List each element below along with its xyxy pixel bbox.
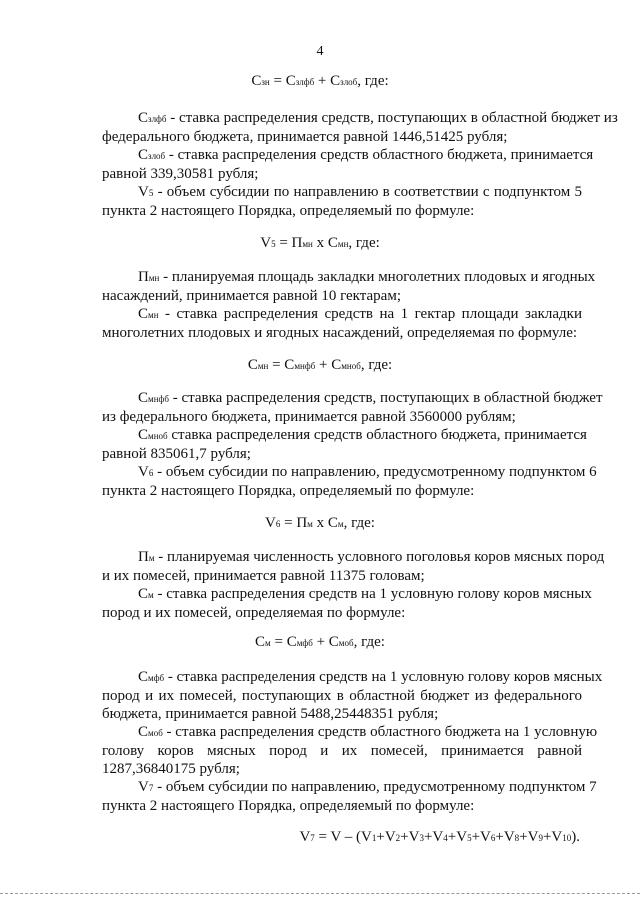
page-number: 4 [316, 44, 324, 59]
formula-c-mn: Смн = Смнфб + Смноб, где: [247, 357, 393, 373]
formula-v7: V7 = V – (V1+V2+V3+V4+V5+V6+V8+V9+V10). [299, 829, 580, 845]
page-bottom-edge [0, 893, 640, 894]
paragraph-p-m: Пм - планируемая численность условного поголовья коров мясных пород и их помесей, принимается равной 11375 головам; [102, 549, 605, 584]
formula-v6: V6 = Пм x См, где: [265, 515, 375, 531]
paragraph-v6: V6 - объем субсидии по направлению, предусмотренному подпунктом 6 пункта 2 настоящего Порядка, определяемый по формуле: [102, 464, 597, 499]
formula-c-zn: Сзн = Сзлфб + Сзлоб, где: [251, 73, 389, 89]
paragraph-c-zlfb: Сзлфб - ставка распределения средств, поступающих в областной бюджет из федерального бюджета, принимается равной 1446,51425 рубля; [102, 110, 618, 145]
formula-c-m: См = Смфб + Смоб, где: [255, 634, 385, 650]
paragraph-c-zlob: Сзлоб - ставка распределения средств областного бюджета, принимается равной 339,30581 рубля; [102, 147, 594, 182]
paragraph-c-mnob: Смноб ставка распределения средств областного бюджета, принимается равной 835061,7 рубля; [102, 427, 587, 462]
paragraph-c-mnfb: Смнфб - ставка распределения средств, поступающих в областной бюджет из федерального бюджета, принимается равной 3560000 рублям; [102, 390, 603, 425]
paragraph-c-m: См - ставка распределения средств на 1 условную голову коров мясных пород и их помесей, определяемая по формуле: [102, 586, 592, 621]
paragraph-p-mn: Пмн - планируемая площадь закладки многолетних плодовых и ягодных насаждений, принимается равной 10 гектарам; [102, 269, 596, 304]
paragraph-v5: V5 - объем субсидии по направлению в соответствии с подпунктом 5 пункта 2 настоящего Порядка, определяемый по формуле: [102, 184, 582, 219]
paragraph-c-mfb: Смфб - ставка распределения средств на 1 условную голову коров мясных пород и их помесей, поступающих в областной бюджет из федерального бюджета, принимается равной 5488,25448351 рубля; [102, 669, 603, 722]
paragraph-c-mn: Смн - ставка распределения средств на 1 гектар площади закладки многолетних плодовых и ягодных насаждений, определяемая по формуле: [102, 306, 582, 341]
paragraph-c-mob: Смоб - ставка распределения средств областного бюджета на 1 условную голову коров мясных пород и их помесей, принимается равной 1287,36840175 рубля; [102, 724, 598, 777]
paragraph-v7: V7 - объем субсидии по направлению, предусмотренному подпунктом 7 пункта 2 настоящего Порядка, определяемый по формуле: [102, 779, 597, 814]
formula-v5: V5 = Пмн x Смн, где: [260, 235, 380, 251]
